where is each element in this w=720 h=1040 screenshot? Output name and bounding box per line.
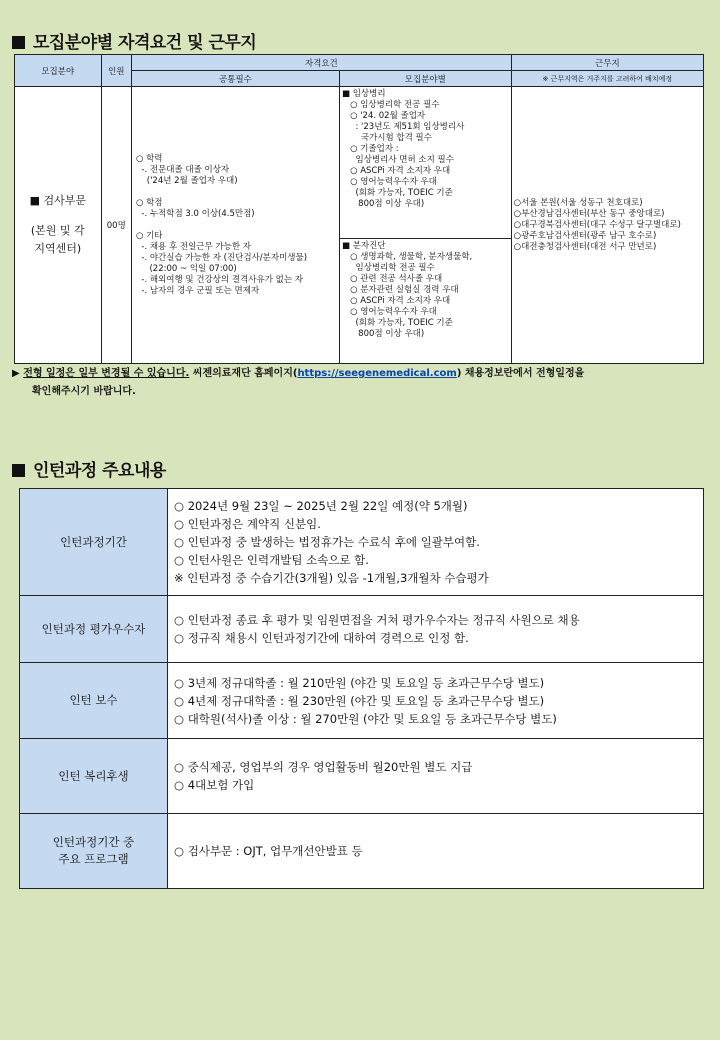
row-label: 인턴과정기간 중 주요 프로그램	[20, 814, 168, 889]
list-item: (회화 가능자, TOEIC 기준	[341, 188, 453, 198]
note-end: ) 채용정보란에서 전형일정을	[456, 368, 585, 379]
list-item: -. 누적학점 3.0 이상(4.5만점)	[135, 208, 255, 219]
header-location: 근무지	[511, 55, 703, 71]
list-item: 800점 이상 우대)	[341, 329, 425, 339]
table-row	[20, 663, 704, 739]
list-item: ○ 학력	[135, 153, 163, 164]
row-values	[168, 814, 704, 889]
list-item: 800점 이상 우대)	[341, 199, 425, 209]
location-cell	[511, 87, 703, 364]
list-item: ○ '24. 02월 졸업자	[341, 111, 426, 121]
square-bullet-icon	[12, 464, 25, 477]
list-item: ○ 인턴과정 중 발생하는 법정휴가는 수료식 후에 일괄부여함.	[174, 535, 480, 549]
list-item: ○ 영어능력우수자 우대	[341, 307, 437, 317]
header-byfield: 모집분야별	[339, 71, 511, 87]
list-item: ○ 인턴과정 종료 후 평가 및 임원면접을 거쳐 평가우수자는 정규직 사원으로 채용	[174, 613, 580, 627]
list-item: ○ 검사부문 : OJT, 업무개선안발표 등	[174, 844, 363, 858]
list-item: ○ ASCPi 자격 소지자 우대	[341, 296, 451, 306]
list-item: (22:00 ~ 익일 07:00)	[135, 263, 237, 274]
molecular-list	[342, 241, 509, 340]
row-label: 인턴과정 평가우수자	[20, 596, 168, 663]
list-item: ※ 인턴과정 중 수습기간(3개월) 있음 -1개월,3개월차 수습평가	[174, 571, 489, 585]
list-item: -. 채용 후 전일근무 가능한 자	[135, 241, 251, 252]
list-item: -. 해외여행 및 건강상의 결격사유가 없는 자	[135, 274, 303, 285]
list-item: : '23년도 제51회 임상병리사	[341, 122, 465, 132]
table-row	[20, 814, 704, 889]
list-item: ■ 분자진단	[341, 241, 386, 251]
list-item: -. 야간실습 가능한 자 (진단검사/분자미생물)	[135, 252, 308, 263]
arrow-icon: ▶	[12, 368, 20, 379]
homepage-link[interactable]: https://seegenemedical.com	[297, 368, 457, 379]
list-item	[136, 187, 335, 198]
list-item: ○ 4년제 정규대학졸 : 월 230만원 (야간 및 토요일 등 초과근무수당 별도)	[174, 693, 545, 708]
list-item: ○ 기타	[135, 230, 163, 241]
header-common: 공통필수	[131, 71, 339, 87]
row-values	[168, 663, 704, 739]
count-cell: 00명	[101, 87, 131, 364]
list-item: ○ 영어능력우수자 우대	[341, 177, 437, 187]
list-item: ○ 2024년 9월 23일 ~ 2025년 2월 22일 예정(약 5개월)	[174, 499, 468, 513]
note-mid: 씨젠의료재단 홈페이지(	[189, 368, 298, 379]
qualification-table	[14, 54, 704, 364]
row-values	[168, 596, 704, 663]
note-underlined: 전형 일정은 일부 변경될 수 있습니다.	[23, 368, 190, 379]
note-line2: 확인해주시기 바랍니다.	[32, 386, 136, 397]
row-values	[168, 489, 704, 596]
square-bullet-icon	[12, 36, 25, 49]
list-item: 임상병리사 면허 소지 필수	[341, 155, 454, 165]
list-item: -. 전문대졸 대졸 이상자	[135, 164, 230, 175]
field-line: ■ 검사부문	[29, 194, 86, 207]
list-item: 국가시험 합격 필수	[341, 133, 432, 143]
row-label: 인턴 보수	[20, 663, 168, 739]
field-line: 지역센터)	[34, 242, 82, 255]
list-item: ('24년 2월 졸업자 우대)	[135, 175, 238, 186]
list-item: ○서울 본원(서울 성동구 천호대로)	[513, 197, 643, 208]
list-item: (회화 가능자, TOEIC 기준	[341, 318, 453, 328]
list-item: ○ 중식제공, 영업부의 경우 영업활동비 월20만원 별도 지급	[174, 760, 473, 774]
list-item: ○ 인턴사원은 인력개발팀 소속으로 함.	[174, 553, 369, 567]
table-row	[20, 596, 704, 663]
list-item: ○ 인턴과정은 계약직 신분임.	[174, 517, 321, 531]
row-label: 인턴과정기간	[20, 489, 168, 596]
section1-title: 모집분야별 자격요건 및 근무지	[12, 28, 256, 53]
list-item: ○ 정규직 채용시 인턴과정기간에 대하여 경력으로 인정 함.	[174, 631, 469, 645]
row-label: 인턴 복리후생	[20, 739, 168, 814]
list-item: ○ 학점	[135, 197, 163, 208]
row-values	[168, 739, 704, 814]
location-list	[514, 198, 701, 253]
list-item: ○ 대학원(석사)졸 이상 : 월 270만원 (야간 및 토요일 등 초과근무수당 별도)	[174, 711, 557, 726]
schedule-note	[12, 365, 584, 401]
list-item: 임상병리학 전공 필수	[341, 263, 435, 273]
list-item: ○ 관련 전공 석사졸 우대	[341, 274, 443, 284]
list-item: ○ 임상병리학 전공 필수	[341, 100, 440, 110]
list-item: -. 남자의 경우 군필 또는 면제자	[135, 285, 260, 296]
list-item: ○ 분자관련 실험실 경력 우대	[341, 285, 459, 295]
list-item: ○ ASCPi 자격 소지자 우대	[341, 166, 451, 176]
list-item: ■ 임상병리	[341, 89, 386, 99]
field-cell	[15, 87, 102, 364]
header-qualification: 자격요건	[131, 55, 511, 71]
list-item: ○대구경북검사센터(대구 수성구 달구벌대로)	[513, 219, 681, 230]
header-location-note: ※ 근무지역은 거주지를 고려하여 배치예정	[511, 71, 703, 87]
list-item: ○ 3년제 정규대학졸 : 월 210만원 (야간 및 토요일 등 초과근무수당 별도)	[174, 675, 545, 690]
list-item: ○부산경남검사센터(부산 동구 중앙대로)	[513, 208, 665, 219]
header-field: 모집분야	[15, 55, 102, 87]
list-item: ○대전충청검사센터(대전 서구 만년로)	[513, 241, 657, 252]
list-item: ○ 생명과학, 생물학, 분자생물학,	[341, 252, 473, 262]
intern-table	[19, 488, 704, 889]
molecular-cell	[339, 239, 511, 364]
clinical-cell	[339, 87, 511, 239]
field-line: (본원 및 각	[30, 224, 85, 237]
section2-title: 인턴과정 주요내용	[12, 456, 166, 481]
common-cell	[131, 87, 339, 364]
clinical-list	[342, 89, 509, 210]
table-row	[20, 489, 704, 596]
list-item: ○ 기졸업자 :	[341, 144, 399, 154]
list-item	[136, 220, 335, 231]
list-item: ○ 4대보험 가입	[174, 778, 255, 792]
common-list	[136, 154, 335, 297]
list-item: ○광주호남검사센터(광주 남구 호수로)	[513, 230, 657, 241]
header-count: 인원	[101, 55, 131, 87]
table-row	[20, 739, 704, 814]
